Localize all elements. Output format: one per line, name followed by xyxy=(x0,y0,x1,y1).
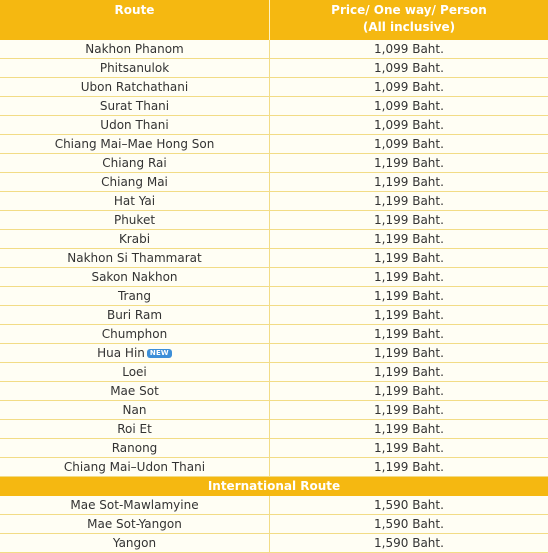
price-header-line2: (All inclusive) xyxy=(362,20,456,34)
price-cell: 1,199 Baht. xyxy=(270,249,548,268)
price-header-line1: Price/ One way/ Person xyxy=(331,3,487,17)
table-row xyxy=(0,458,548,477)
route-cell xyxy=(0,40,270,59)
table-row xyxy=(0,192,548,211)
route-cell xyxy=(0,325,270,344)
table-row xyxy=(0,59,548,78)
route-name: Loei xyxy=(122,365,147,379)
price-cell: 1,199 Baht. xyxy=(270,401,548,420)
price-cell: 1,199 Baht. xyxy=(270,420,548,439)
route-cell xyxy=(0,306,270,325)
route-cell xyxy=(0,192,270,211)
route-cell xyxy=(0,154,270,173)
route-name: Chiang Mai–Mae Hong Son xyxy=(54,137,215,151)
route-name: Ranong xyxy=(111,441,158,455)
table-row xyxy=(0,325,548,344)
price-cell: 1,099 Baht. xyxy=(270,135,548,154)
route-name: Buri Ram xyxy=(106,308,163,322)
price-cell: 1,199 Baht. xyxy=(270,458,548,477)
table-row xyxy=(0,515,548,534)
table-row xyxy=(0,249,548,268)
price-cell: 1,199 Baht. xyxy=(270,211,548,230)
route-name: Mae Sot xyxy=(110,384,159,398)
route-cell xyxy=(0,420,270,439)
route-cell xyxy=(0,78,270,97)
route-name: Nakhon Si Thammarat xyxy=(67,251,202,265)
table-row xyxy=(0,211,548,230)
route-cell xyxy=(0,135,270,154)
route-cell xyxy=(0,344,270,363)
price-cell: 1,590 Baht. xyxy=(270,515,548,534)
price-cell: 1,590 Baht. xyxy=(270,534,548,553)
route-name: Hua Hin xyxy=(97,346,145,360)
price-cell: 1,199 Baht. xyxy=(270,325,548,344)
table-row xyxy=(0,287,548,306)
route-cell xyxy=(0,401,270,420)
route-column-header: Route xyxy=(0,0,270,40)
route-name: Hat Yai xyxy=(113,194,156,208)
route-cell xyxy=(0,534,270,553)
table-row xyxy=(0,534,548,553)
table-row xyxy=(0,306,548,325)
price-cell: 1,099 Baht. xyxy=(270,59,548,78)
table-row xyxy=(0,268,548,287)
route-name: Chiang Mai–Udon Thani xyxy=(63,460,206,474)
price-cell: 1,199 Baht. xyxy=(270,344,548,363)
route-name: Trang xyxy=(117,289,152,303)
route-name: Phitsanulok xyxy=(99,61,170,75)
route-name: Chiang Mai xyxy=(101,175,168,189)
price-cell: 1,099 Baht. xyxy=(270,78,548,97)
price-cell: 1,099 Baht. xyxy=(270,97,548,116)
price-cell: 1,199 Baht. xyxy=(270,173,548,192)
price-cell: 1,099 Baht. xyxy=(270,40,548,59)
price-cell: 1,199 Baht. xyxy=(270,192,548,211)
price-cell: 1,199 Baht. xyxy=(270,363,548,382)
route-cell xyxy=(0,211,270,230)
table-row xyxy=(0,382,548,401)
table-row xyxy=(0,420,548,439)
price-cell: 1,590 Baht. xyxy=(270,496,548,515)
route-cell xyxy=(0,59,270,78)
route-name: Krabi xyxy=(118,232,151,246)
route-name: Nakhon Phanom xyxy=(85,42,184,56)
table-row xyxy=(0,135,548,154)
table-row xyxy=(0,97,548,116)
table-row xyxy=(0,344,548,363)
route-name: Sakon Nakhon xyxy=(91,270,178,284)
route-cell xyxy=(0,287,270,306)
route-cell xyxy=(0,173,270,192)
international-routes xyxy=(0,496,548,553)
route-cell xyxy=(0,363,270,382)
table-row xyxy=(0,401,548,420)
table-row xyxy=(0,154,548,173)
price-cell: 1,199 Baht. xyxy=(270,439,548,458)
route-cell xyxy=(0,116,270,135)
route-name: Chumphon xyxy=(101,327,168,341)
route-cell xyxy=(0,97,270,116)
route-name: Nan xyxy=(122,403,147,417)
international-section-row xyxy=(0,477,548,496)
table-row xyxy=(0,496,548,515)
price-cell: 1,099 Baht. xyxy=(270,116,548,135)
table-row xyxy=(0,173,548,192)
table-row xyxy=(0,363,548,382)
price-cell: 1,199 Baht. xyxy=(270,268,548,287)
route-cell xyxy=(0,458,270,477)
table-row xyxy=(0,40,548,59)
route-name: Chiang Rai xyxy=(102,156,167,170)
route-cell xyxy=(0,439,270,458)
new-badge: NEW xyxy=(147,349,172,358)
route-name: Roi Et xyxy=(117,422,152,436)
table-row xyxy=(0,230,548,249)
route-cell xyxy=(0,230,270,249)
route-cell xyxy=(0,496,270,515)
price-cell: 1,199 Baht. xyxy=(270,230,548,249)
price-cell: 1,199 Baht. xyxy=(270,154,548,173)
international-section-label: International Route xyxy=(0,477,548,496)
table-header-row xyxy=(0,0,548,40)
route-name: Phuket xyxy=(113,213,156,227)
route-name: Surat Thani xyxy=(99,99,170,113)
route-name: Yangon xyxy=(112,536,157,550)
table-row xyxy=(0,439,548,458)
route-cell xyxy=(0,268,270,287)
route-cell xyxy=(0,382,270,401)
domestic-routes xyxy=(0,40,548,477)
table-row xyxy=(0,78,548,97)
table-row xyxy=(0,116,548,135)
price-column-header xyxy=(270,0,548,40)
route-name: Udon Thani xyxy=(100,118,169,132)
route-name: Mae Sot-Mawlamyine xyxy=(70,498,199,512)
price-cell: 1,199 Baht. xyxy=(270,306,548,325)
route-cell xyxy=(0,515,270,534)
route-name: Ubon Ratchathani xyxy=(80,80,189,94)
route-cell xyxy=(0,249,270,268)
route-name: Mae Sot-Yangon xyxy=(87,517,182,531)
price-cell: 1,199 Baht. xyxy=(270,287,548,306)
price-cell: 1,199 Baht. xyxy=(270,382,548,401)
